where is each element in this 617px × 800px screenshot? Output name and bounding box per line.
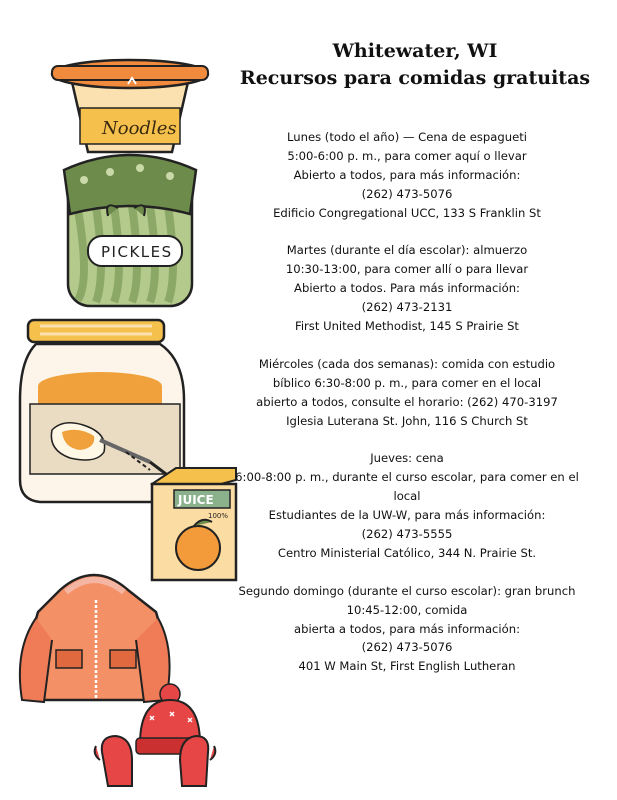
noodles-cup-icon: [52, 60, 208, 152]
resource-tuesday: [232, 241, 582, 336]
resource-address: 401 W Main St, First English Lutheran: [298, 659, 516, 674]
resource-phone: (262) 473-5076: [361, 186, 453, 201]
resource-address: Iglesia Luterana St. John, 116 S Church St: [286, 413, 528, 428]
resource-line: abierto a todos, consulte el horario: (262) 470-3197: [256, 394, 558, 409]
resource-thursday: [232, 449, 582, 562]
resource-line: Martes (durante el día escolar): almuerzo: [286, 243, 528, 258]
resource-line: abierta a todos, para más información:: [293, 621, 520, 636]
resource-line: 10:30-13:00, para comer allí o para llevar: [285, 262, 529, 277]
page-title: [230, 38, 600, 92]
resource-line: Jueves: cena: [370, 451, 444, 466]
resource-address: Edificio Congregational UCC, 133 S Franklin St: [273, 205, 541, 220]
resource-line: Segundo domingo (durante el curso escolar): gran brunch 10:45-12:00, comida: [238, 583, 576, 617]
pickles-jar-icon: [64, 155, 196, 306]
resource-address: First United Methodist, 145 S Prairie St: [295, 319, 519, 334]
resource-phone: (262) 473-5076: [361, 640, 453, 655]
resource-line: Miércoles (cada dos semanas): comida con estudio: [258, 356, 556, 371]
resource-line: 5:00-6:00 p. m., para comer aquí o llevar: [287, 148, 527, 163]
resource-line: Abierto a todos, para más información:: [293, 167, 521, 182]
jacket-icon: [20, 575, 170, 702]
resource-phone: (262) 473-2131: [361, 300, 453, 315]
resource-sunday: [232, 582, 582, 677]
resource-line: Lunes (todo el año) — Cena de espagueti: [287, 130, 527, 144]
resource-line: bíblico 6:30-8:00 p. m., para comer en el local: [272, 375, 542, 390]
title-line-1: Whitewater, WI: [332, 40, 498, 62]
juice-percent: 100%: [208, 512, 229, 520]
resource-phone: (262) 473-5555: [361, 526, 453, 541]
resource-line: Abierto a todos. Para más información:: [294, 281, 520, 296]
title-line-2: Recursos para comidas gratuitas: [239, 67, 591, 89]
resource-monday: [232, 128, 582, 223]
resource-line: 6:00-8:00 p. m., durante el curso escolar, para comer en el local: [235, 470, 579, 504]
resource-list: [232, 128, 582, 695]
juice-label: JUICE: [178, 493, 214, 507]
resource-wednesday: [232, 355, 582, 431]
jam-jar-icon: [20, 320, 184, 502]
resource-address: Centro Ministerial Católico, 344 N. Prairie St.: [277, 545, 537, 560]
noodles-label: Noodles: [102, 118, 177, 139]
resource-line: Estudiantes de la UW-W, para más información:: [268, 508, 546, 523]
pickles-label: PICKLES: [101, 243, 173, 261]
